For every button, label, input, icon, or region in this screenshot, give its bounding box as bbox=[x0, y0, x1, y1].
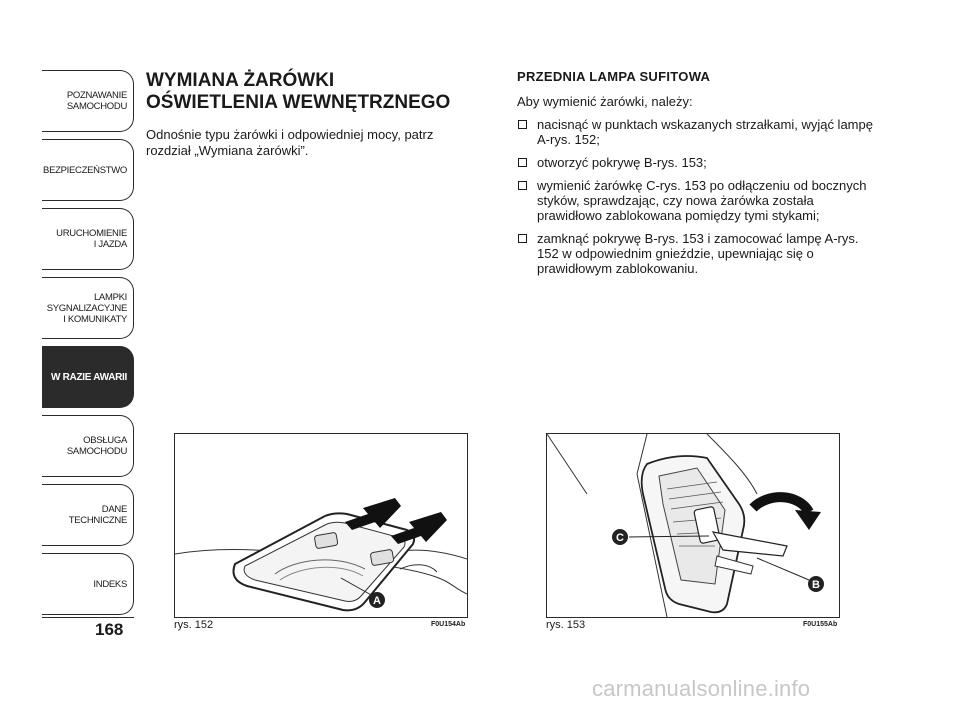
rotation-arrow-icon bbox=[753, 497, 809, 512]
callout-c-label: C bbox=[616, 532, 624, 544]
tab-label: W RAZIE AWARII bbox=[51, 371, 127, 383]
instructions-section bbox=[517, 69, 877, 284]
tab-label: DANE TECHNICZNE bbox=[68, 504, 127, 526]
figure-153-code: F0U155Ab bbox=[803, 621, 838, 628]
step-item: nacisnąć w punktach wskazanych strzałkami, wyjąć lampę A-rys. 152; bbox=[517, 117, 877, 147]
tab-label: INDEKS bbox=[93, 578, 127, 590]
page-number: 168 bbox=[95, 620, 124, 639]
watermark: carmanualsonline.info bbox=[592, 676, 811, 701]
step-item: otworzyć pokrywę B-rys. 153; bbox=[517, 155, 877, 170]
callout-b-label: B bbox=[812, 579, 820, 591]
figure-152-caption: rys. 152 bbox=[174, 619, 214, 631]
step-item: wymienić żarówkę C-rys. 153 po odłączeniu od bocznych styków, sprawdzając, czy nowa żarówka została prawidłowo zablokowana pomiędzy tymi stykami; bbox=[517, 178, 877, 223]
tab-indeks[interactable] bbox=[42, 553, 134, 615]
tab-uruchomienie-i-jazda[interactable] bbox=[42, 208, 134, 270]
figure-152-code: F0U154Ab bbox=[431, 621, 466, 628]
sidebar-divider bbox=[42, 617, 134, 618]
figure-153-caption: rys. 153 bbox=[546, 619, 586, 631]
rotation-arrowhead-icon bbox=[795, 510, 821, 530]
steps-list bbox=[517, 117, 877, 276]
intro-paragraph: Odnośnie typu żarówki i odpowiedniej mocy, patrz rozdział „Wymiana żarówki”. bbox=[146, 127, 434, 158]
lamp-housing bbox=[234, 513, 415, 610]
section-heading: PRZEDNIA LAMPA SUFITOWA bbox=[517, 69, 711, 84]
title-line-2: OŚWIETLENIA WEWNĘTRZNEGO bbox=[146, 92, 451, 113]
tab-label: LAMPKI SYGNALIZACYJNE I KOMUNIKATY bbox=[46, 291, 127, 325]
title-line-1: WYMIANA ŻARÓWKI bbox=[146, 70, 335, 91]
lamp-body bbox=[642, 456, 787, 612]
figure-153-lamp-open bbox=[546, 433, 840, 618]
tab-lampki-sygnalizacyjne[interactable] bbox=[42, 277, 134, 339]
page-title bbox=[146, 70, 486, 114]
tab-label: POZNAWANIE SAMOCHODU bbox=[66, 90, 127, 112]
chapter-tabs bbox=[42, 70, 134, 622]
tab-poznawanie-samochodu[interactable] bbox=[42, 70, 134, 132]
tab-label: BEZPIECZEŃSTWO bbox=[43, 164, 127, 176]
tab-dane-techniczne[interactable] bbox=[42, 484, 134, 546]
instructions-lead: Aby wymienić żarówki, należy: bbox=[517, 94, 693, 109]
tab-bezpieczenstwo[interactable] bbox=[42, 139, 134, 201]
step-item: zamknąć pokrywę B-rys. 153 i zamocować lampę A-rys. 152 w odpowiednim gnieździe, upewniając się o prawidłowym zablokowaniu. bbox=[517, 231, 877, 276]
open-lamp-illustration bbox=[547, 434, 839, 617]
tab-obsluga-samochodu[interactable] bbox=[42, 415, 134, 477]
tab-label: URUCHOMIENIE I JAZDA bbox=[56, 228, 127, 250]
tab-label: OBSŁUGA SAMOCHODU bbox=[66, 435, 127, 457]
callout-line-b bbox=[757, 558, 809, 580]
callout-a-label: A bbox=[373, 595, 381, 607]
ceiling-lamp-illustration bbox=[175, 434, 467, 617]
tab-w-razie-awarii[interactable] bbox=[42, 346, 134, 408]
figure-152-ceiling-lamp bbox=[174, 433, 468, 618]
